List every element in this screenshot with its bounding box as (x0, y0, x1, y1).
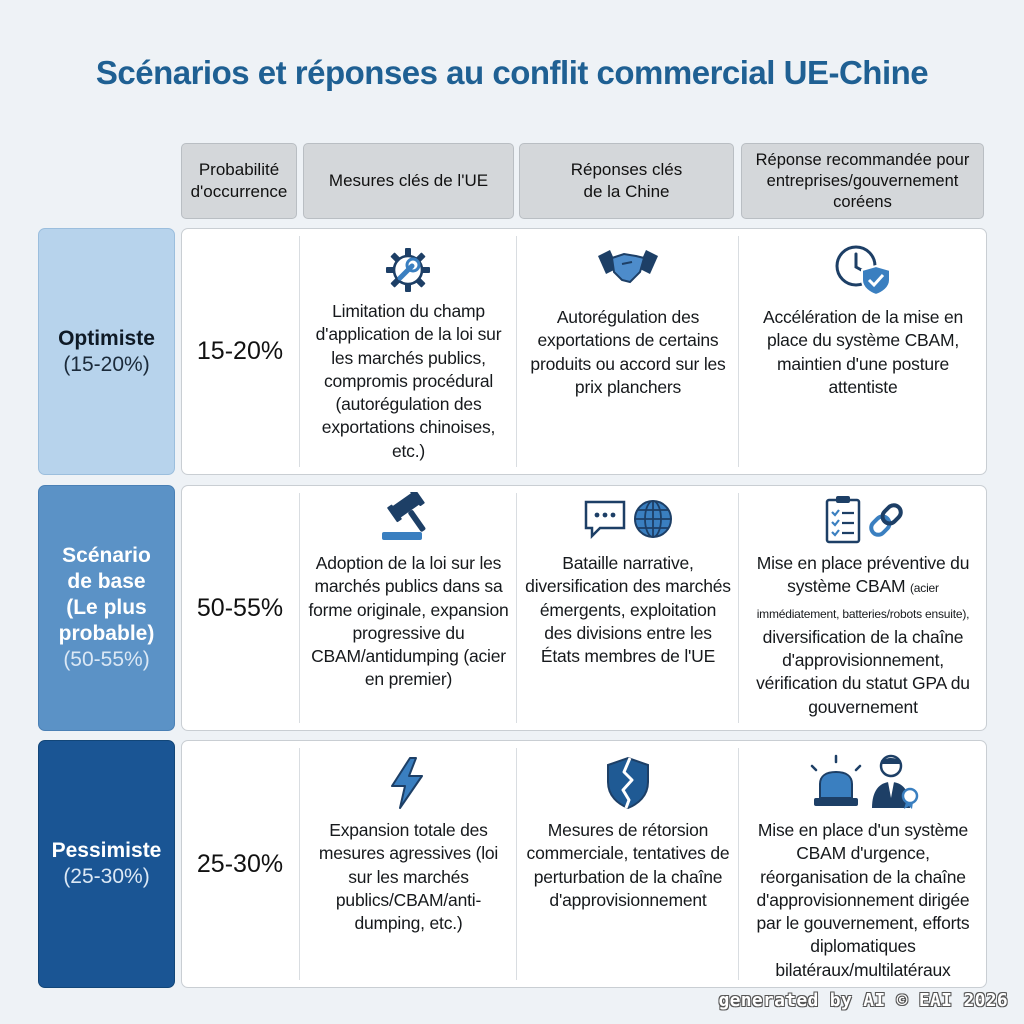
row-label-optimistic (38, 228, 175, 475)
header-korea-response: Réponse recommandée pour entreprises/gouvernement coréens (741, 143, 984, 219)
korea-response-main: Mise en place préventive du système CBAM (756, 553, 970, 597)
header-probability: Probabilité d'occurrence (181, 143, 297, 219)
korea-response-note: (acier immédiatement, batteries/robots ensuite), (756, 581, 970, 621)
china-responses-text: Autorégulation des exportations de certains produits ou accord sur les prix planchers (530, 307, 726, 397)
china-responses-text: Mesures de rétorsion commerciale, tentatives de perturbation de la chaîne d'approvisionnement (526, 820, 730, 910)
korea-response-text: Accélération de la mise en place du système CBAM, maintien d'une posture attentiste (762, 307, 964, 397)
lightning-icon (388, 756, 426, 810)
probability-value: 25-30% (196, 850, 284, 878)
probability-value: 50-55% (196, 594, 284, 622)
broken-shield-icon (604, 756, 652, 810)
row-label-pessimistic (38, 740, 175, 988)
scenario-name-line: probable) (58, 622, 155, 645)
scenario-percent: (15-20%) (63, 352, 150, 376)
scenario-name-line: (Le plus (66, 596, 147, 619)
clock-shield-icon (832, 242, 894, 296)
header-eu-measures: Mesures clés de l'UE (303, 143, 514, 219)
probability-value: 15-20% (196, 337, 284, 365)
scenario-name-line: Scénario (62, 544, 151, 567)
handshake-icon (596, 246, 660, 290)
row-label-base (38, 485, 175, 731)
scenario-name: Optimiste (58, 326, 155, 350)
page-title: Scénarios et réponses au conflit commercial UE-Chine (95, 54, 929, 91)
scenario-percent: (50-55%) (63, 648, 150, 671)
header-china-responses: Réponses clés de la Chine (519, 143, 734, 219)
chat-globe-icon (584, 498, 676, 542)
china-responses-text: Bataille narrative, diversification des marchés émergents, exploitation des divisions entre les États membres de l'UE (525, 553, 731, 667)
scenario-percent: (25-30%) (63, 865, 150, 888)
checklist-link-icon (824, 494, 910, 544)
korea-response-text: Mise en place d'un système CBAM d'urgence, réorganisation de la chaîne d'approvisionnement dirigée par le gouvernement, efforts diplomatiques bilatéraux/multilatéraux (756, 820, 970, 980)
scenario-name-line: de base (67, 570, 146, 593)
eu-measures-text: Expansion totale des mesures agressives (loi sur les marchés publics/CBAM/anti-dumping, etc.) (318, 820, 499, 934)
watermark: generated by AI © EAI 2026 (718, 990, 1008, 1011)
eu-measures-text: Adoption de la loi sur les marchés publics dans sa forme originale, expansion progressive du CBAM/antidumping (acier en premier) (308, 553, 509, 690)
scenario-name: Pessimiste (51, 839, 162, 862)
gear-wrench-icon (382, 244, 434, 296)
korea-response-rest: diversification de la chaîne d'approvisionnement, vérification du statut GPA du gouvernement (756, 626, 970, 717)
alarm-official-icon (806, 752, 924, 810)
eu-measures-text: Limitation du champ d'application de la loi sur les marchés publics, compromis procédural (autorégulation des exportations chinoises, etc.) (315, 301, 502, 461)
gavel-icon (378, 492, 438, 542)
korea-response-text (745, 552, 981, 719)
